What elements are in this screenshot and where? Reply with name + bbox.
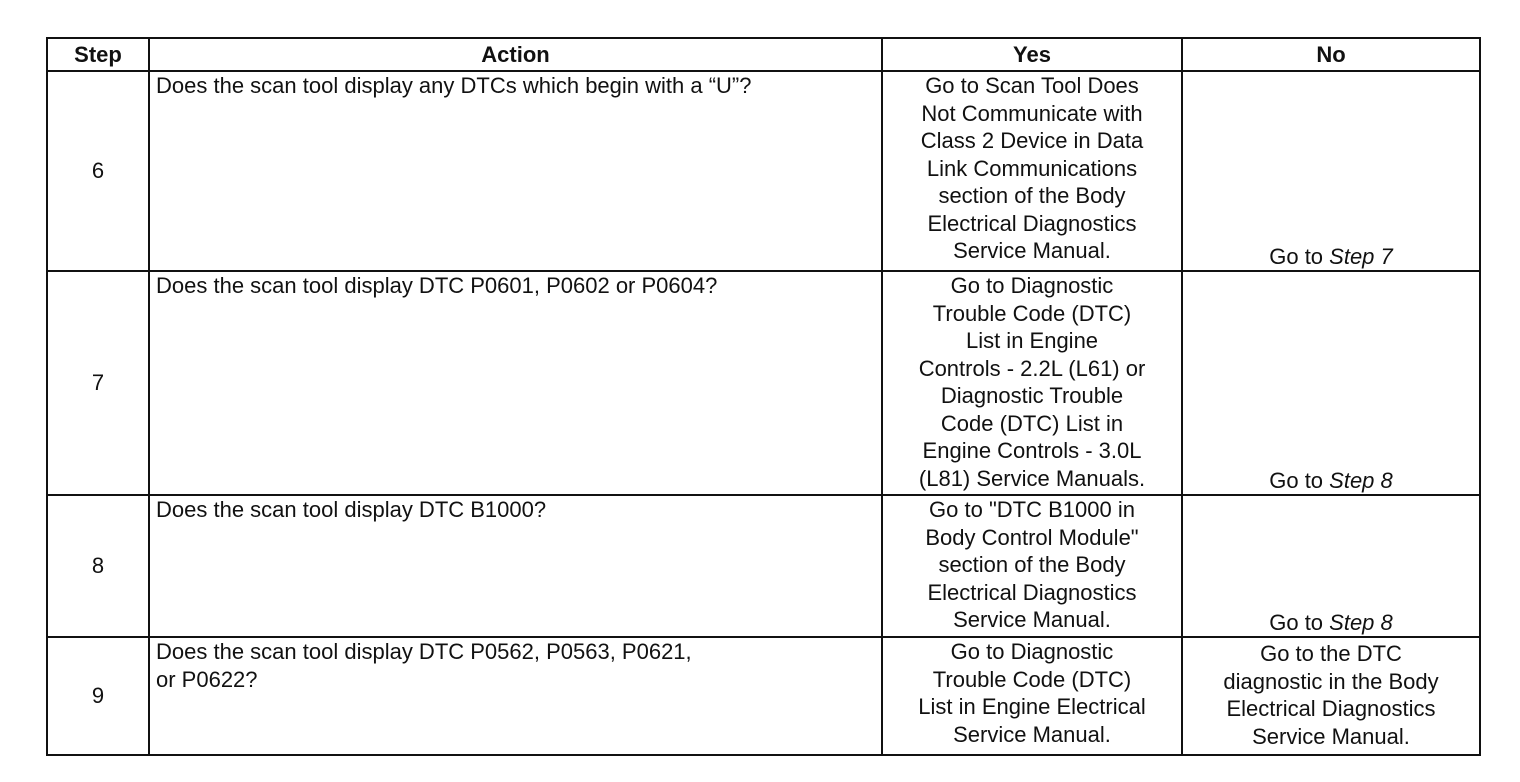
table-row bbox=[47, 495, 1480, 637]
step-reference: Step 8 bbox=[1329, 609, 1393, 635]
table-row bbox=[47, 71, 1480, 271]
no-result-prefix: Go to bbox=[1269, 467, 1330, 493]
step-number: 7 bbox=[47, 271, 149, 495]
step-reference: Step 7 bbox=[1329, 243, 1393, 269]
diagnostic-table bbox=[46, 37, 1481, 756]
no-result bbox=[1182, 495, 1480, 637]
yes-result: Go to Diagnostic Trouble Code (DTC) List in Engine Controls - 2.2L (L61) or Diagnostic Trouble Code (DTC) List in Engine Controls - 3.0L (L81) Service Manuals. bbox=[882, 271, 1182, 495]
header-action: Action bbox=[149, 38, 882, 71]
table-row bbox=[47, 637, 1480, 755]
yes-result: Go to Scan Tool Does Not Communicate with Class 2 Device in Data Link Communications section of the Body Electrical Diagnostics Service Manual. bbox=[882, 71, 1182, 271]
header-no: No bbox=[1182, 38, 1480, 71]
action-text: Does the scan tool display DTC P0601, P0602 or P0604? bbox=[149, 271, 882, 495]
step-number: 8 bbox=[47, 495, 149, 637]
action-text: Does the scan tool display DTC P0562, P0563, P0621, or P0622? bbox=[149, 637, 882, 755]
step-reference: Step 8 bbox=[1329, 467, 1393, 493]
step-number: 9 bbox=[47, 637, 149, 755]
action-text: Does the scan tool display DTC B1000? bbox=[149, 495, 882, 637]
header-step: Step bbox=[47, 38, 149, 71]
no-result bbox=[1182, 271, 1480, 495]
yes-result: Go to Diagnostic Trouble Code (DTC) List in Engine Electrical Service Manual. bbox=[882, 637, 1182, 755]
yes-result: Go to "DTC B1000 in Body Control Module" section of the Body Electrical Diagnostics Service Manual. bbox=[882, 495, 1182, 637]
no-result bbox=[1182, 71, 1480, 271]
no-result: Go to the DTC diagnostic in the Body Electrical Diagnostics Service Manual. bbox=[1182, 637, 1480, 755]
step-number: 6 bbox=[47, 71, 149, 271]
no-result-prefix: Go to bbox=[1269, 609, 1330, 635]
header-row bbox=[47, 38, 1480, 71]
header-yes: Yes bbox=[882, 38, 1182, 71]
no-result-prefix: Go to bbox=[1269, 243, 1330, 269]
action-text: Does the scan tool display any DTCs which begin with a “U”? bbox=[149, 71, 882, 271]
table-row bbox=[47, 271, 1480, 495]
